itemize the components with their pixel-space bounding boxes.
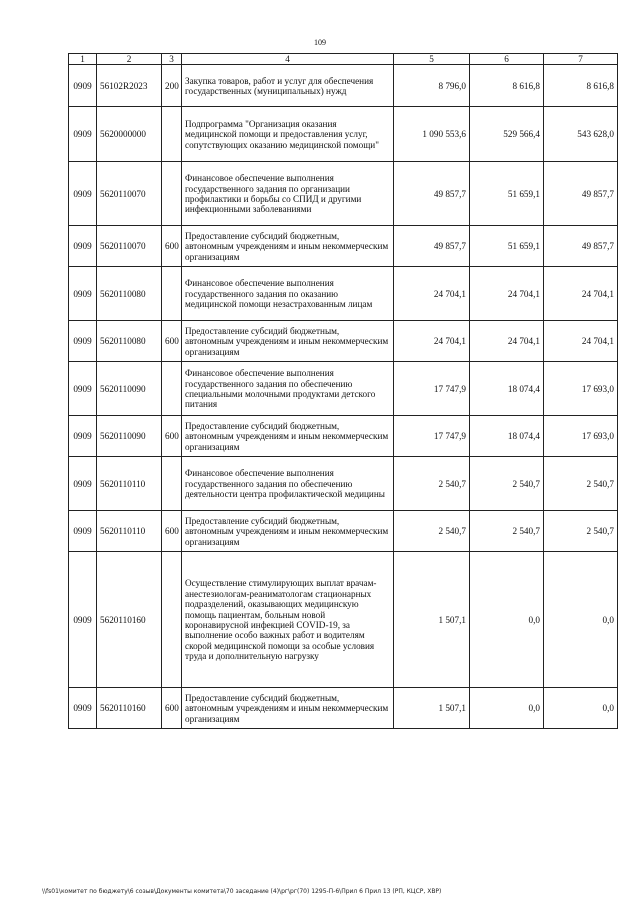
item-description: Предоставление субсидий бюджетным, автономным учреждениям и иным некоммерческим организациям [182,416,394,457]
item-description: Предоставление субсидий бюджетным, автономным учреждениям и иным некоммерческим организациям [182,688,394,729]
amount-col-5: 49 857,7 [394,226,470,267]
amount-col-6: 529 566,4 [470,107,544,162]
table-row [69,162,618,226]
amount-col-6: 24 704,1 [470,321,544,362]
section-code: 0909 [69,552,97,688]
amount-col-6: 8 616,8 [470,65,544,107]
amount-col-7: 24 704,1 [544,321,618,362]
table-row [69,552,618,688]
target-code: 5620110080 [97,267,162,321]
amount-col-5: 1 507,1 [394,552,470,688]
section-code: 0909 [69,511,97,552]
expense-type [162,457,182,511]
target-code: 5620110090 [97,416,162,457]
header-cell-3: 3 [162,54,182,65]
expense-type: 600 [162,511,182,552]
amount-col-5: 24 704,1 [394,267,470,321]
budget-table [68,53,618,729]
expense-type [162,267,182,321]
table-row [69,511,618,552]
amount-col-7: 17 693,0 [544,416,618,457]
target-code: 5620000000 [97,107,162,162]
expense-type [162,362,182,416]
expense-type: 200 [162,65,182,107]
expense-type: 600 [162,688,182,729]
table-row [69,107,618,162]
item-description: Предоставление субсидий бюджетным, автономным учреждениям и иным некоммерческим организациям [182,511,394,552]
section-code: 0909 [69,362,97,416]
amount-col-7: 0,0 [544,552,618,688]
table-row [69,457,618,511]
table-row [69,65,618,107]
amount-col-6: 0,0 [470,552,544,688]
amount-col-7: 17 693,0 [544,362,618,416]
item-description: Финансовое обеспечение выполнения государственного задания по обеспечению деятельности центра профилактической медицины [182,457,394,511]
amount-col-5: 2 540,7 [394,511,470,552]
item-description: Финансовое обеспечение выполнения государственного задания по оказанию медицинской помощи незастрахованным лицам [182,267,394,321]
amount-col-6: 51 659,1 [470,162,544,226]
amount-col-5: 1 507,1 [394,688,470,729]
amount-col-5: 24 704,1 [394,321,470,362]
page-number: 109 [314,38,326,47]
item-description: Подпрограмма "Организация оказания медицинской помощи и предоставления услуг, сопутствующих оказанию медицинской помощи" [182,107,394,162]
amount-col-7: 2 540,7 [544,457,618,511]
amount-col-6: 2 540,7 [470,511,544,552]
header-cell-1: 1 [69,54,97,65]
section-code: 0909 [69,321,97,362]
amount-col-6: 51 659,1 [470,226,544,267]
target-code: 5620110090 [97,362,162,416]
target-code: 5620110110 [97,511,162,552]
header-row [69,54,618,65]
table-row [69,267,618,321]
header-cell-6: 6 [470,54,544,65]
section-code: 0909 [69,226,97,267]
section-code: 0909 [69,688,97,729]
amount-col-6: 18 074,4 [470,362,544,416]
amount-col-7: 543 628,0 [544,107,618,162]
table-header [69,54,618,65]
amount-col-6: 0,0 [470,688,544,729]
table-row [69,321,618,362]
item-description: Закупка товаров, работ и услуг для обеспечения государственных (муниципальных) нужд [182,65,394,107]
item-description: Финансовое обеспечение выполнения государственного задания по организации профилактики и борьбы со СПИД и другими инфекционными заболеваниями [182,162,394,226]
header-cell-7: 7 [544,54,618,65]
amount-col-7: 49 857,7 [544,162,618,226]
target-code: 5620110110 [97,457,162,511]
target-code: 5620110070 [97,226,162,267]
expense-type [162,552,182,688]
item-description: Финансовое обеспечение выполнения государственного задания по обеспечению специальными молочными продуктами детского питания [182,362,394,416]
section-code: 0909 [69,457,97,511]
amount-col-5: 1 090 553,6 [394,107,470,162]
table-row [69,226,618,267]
target-code: 5620110070 [97,162,162,226]
header-cell-5: 5 [394,54,470,65]
target-code: 5620110080 [97,321,162,362]
table-row [69,688,618,729]
amount-col-7: 2 540,7 [544,511,618,552]
table-body [69,65,618,729]
section-code: 0909 [69,416,97,457]
expense-type: 600 [162,416,182,457]
amount-col-5: 8 796,0 [394,65,470,107]
section-code: 0909 [69,267,97,321]
footer-file-path: \\fs01\комитет по бюджету\6 созыв\Документы комитета\70 заседание (4)\рг\рг(70) 1295-П-6\Прил 6 Прил 13 (РП, КЦСР, ХВР) [42,888,442,895]
target-code: 5620110160 [97,688,162,729]
expense-type [162,162,182,226]
amount-col-7: 0,0 [544,688,618,729]
amount-col-7: 8 616,8 [544,65,618,107]
header-cell-4: 4 [182,54,394,65]
amount-col-5: 49 857,7 [394,162,470,226]
item-description: Осуществление стимулирующих выплат врачам-анестезиологам-реаниматологам стационарных подразделений, оказывающих медицинскую помощь пациентам, больным новой коронавирусной инфекцией COVID-19, за выполнение особо важных работ и водителям скорой медицинской помощи за особые условия труда и дополнительную нагрузку [182,552,394,688]
amount-col-6: 24 704,1 [470,267,544,321]
amount-col-5: 17 747,9 [394,416,470,457]
section-code: 0909 [69,65,97,107]
table-row [69,416,618,457]
section-code: 0909 [69,162,97,226]
amount-col-7: 49 857,7 [544,226,618,267]
target-code: 5620110160 [97,552,162,688]
expense-type: 600 [162,226,182,267]
section-code: 0909 [69,107,97,162]
item-description: Предоставление субсидий бюджетным, автономным учреждениям и иным некоммерческим организациям [182,226,394,267]
table-row [69,362,618,416]
amount-col-5: 17 747,9 [394,362,470,416]
amount-col-6: 2 540,7 [470,457,544,511]
expense-type [162,107,182,162]
item-description: Предоставление субсидий бюджетным, автономным учреждениям и иным некоммерческим организациям [182,321,394,362]
expense-type: 600 [162,321,182,362]
amount-col-6: 18 074,4 [470,416,544,457]
amount-col-7: 24 704,1 [544,267,618,321]
amount-col-5: 2 540,7 [394,457,470,511]
target-code: 56102R2023 [97,65,162,107]
header-cell-2: 2 [97,54,162,65]
